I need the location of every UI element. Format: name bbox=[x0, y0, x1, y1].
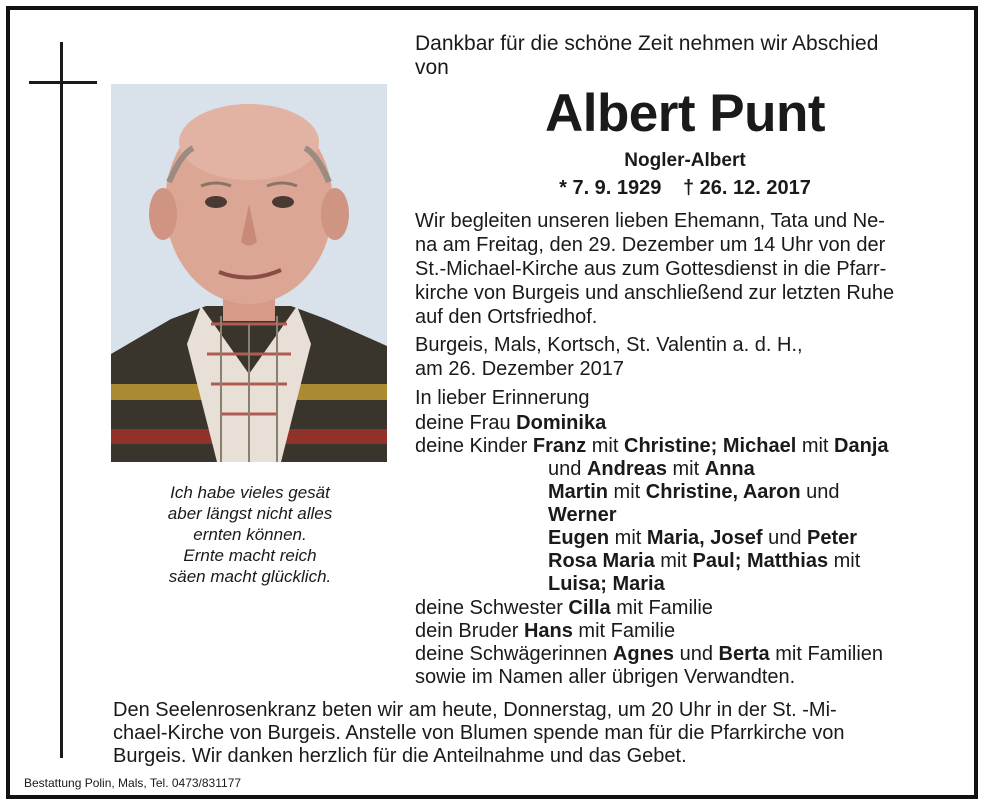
mourner-name: Andreas bbox=[586, 458, 667, 480]
mourner-name: Berta bbox=[718, 643, 770, 665]
mourner-text: mit bbox=[796, 435, 835, 457]
mourner-line bbox=[415, 643, 883, 666]
mourner-line bbox=[548, 481, 840, 504]
mourner-line bbox=[415, 666, 795, 689]
rosary-text-line: Den Seelenrosenkranz beten wir am heute, Donnerstag, um 20 Uhr in der St. -Mi- bbox=[113, 699, 837, 721]
mourner-line bbox=[415, 597, 713, 620]
rosary-text-line: chael-Kirche von Burgeis. Anstelle von Blumen spende man für die Pfarrkirche von bbox=[113, 722, 845, 744]
mourner-name: Paul; Matthias bbox=[692, 550, 829, 572]
mourner-name: Christine, Aaron bbox=[645, 481, 801, 503]
rosary-text-line: Burgeis. Wir danken herzlich für die Anteilnahme und das Gebet. bbox=[113, 745, 687, 767]
mourner-line bbox=[415, 620, 675, 643]
cross-symbol bbox=[60, 42, 63, 758]
mourner-name: Danja bbox=[834, 435, 889, 457]
mourner-line bbox=[548, 573, 665, 596]
mourner-name: Martin bbox=[548, 481, 608, 503]
mourner-name: Werner bbox=[548, 504, 617, 526]
deceased-name: Albert Punt bbox=[544, 84, 826, 143]
intro-line: Dankbar für die schöne Zeit nehmen wir Abschied bbox=[415, 32, 879, 55]
intro-line: von bbox=[415, 56, 449, 79]
life-dates bbox=[400, 176, 970, 200]
mourner-text: und bbox=[548, 458, 587, 480]
quote-line: säen macht glücklich. bbox=[168, 567, 332, 586]
mourner-text: mit bbox=[654, 550, 693, 572]
quote-line: ernten können. bbox=[193, 525, 307, 544]
funeral-text-line: auf den Ortsfriedhof. bbox=[415, 306, 598, 328]
quote-line: Ernte macht reich bbox=[183, 546, 317, 565]
mourner-text: mit bbox=[608, 481, 646, 503]
in-memory-heading: In lieber Erinnerung bbox=[415, 387, 590, 409]
nickname: Nogler-Albert bbox=[624, 150, 746, 171]
mourner-name: Maria, Josef bbox=[646, 527, 763, 549]
mourner-text: mit bbox=[609, 527, 647, 549]
mourner-text: dein Bruder bbox=[415, 620, 524, 642]
cross-bar bbox=[29, 81, 97, 84]
quote-line: aber längst nicht alles bbox=[167, 504, 333, 523]
mourner-name: Christine; Michael bbox=[624, 435, 797, 457]
mourner-text: deine Schwägerinnen bbox=[415, 643, 613, 665]
mourner-line bbox=[548, 550, 860, 573]
mourner-name: Eugen bbox=[548, 527, 610, 549]
funeral-text-line: kirche von Burgeis und anschließend zur letzten Ruhe bbox=[415, 282, 895, 304]
mourner-line bbox=[415, 435, 889, 458]
quote-line: Ich habe vieles gesät bbox=[170, 483, 330, 502]
mourner-text: mit Familien bbox=[769, 643, 884, 665]
mourner-text: deine Schwester bbox=[415, 597, 569, 619]
mourner-name: Peter bbox=[807, 527, 858, 549]
mourner-name: Anna bbox=[704, 458, 755, 480]
funeral-text-line: na am Freitag, den 29. Dezember um 14 Uhr von der bbox=[415, 234, 886, 256]
mourner-name: Rosa Maria bbox=[548, 550, 655, 572]
mourner-name: Agnes bbox=[612, 643, 675, 665]
mourner-name: Cilla bbox=[568, 597, 611, 619]
portrait-photo bbox=[111, 84, 387, 462]
mourner-text: mit bbox=[586, 435, 624, 457]
mourner-line bbox=[548, 458, 755, 481]
mourner-name: Hans bbox=[523, 620, 573, 642]
death-date: † 26. 12. 2017 bbox=[682, 177, 811, 199]
mourner-name: Luisa; Maria bbox=[548, 573, 665, 595]
funeral-home-footer: Bestattung Polin, Mals, Tel. 0473/831177 bbox=[24, 776, 242, 790]
mourner-name: Dominika bbox=[516, 412, 607, 434]
mourner-line bbox=[548, 504, 617, 527]
mourner-line bbox=[415, 412, 606, 435]
mourner-text: deine Frau bbox=[415, 412, 517, 434]
funeral-text-line: Wir begleiten unseren lieben Ehemann, Tata und Ne- bbox=[415, 210, 885, 232]
mourner-text: mit Familie bbox=[572, 620, 676, 642]
mourner-text: mit bbox=[828, 550, 861, 572]
mourner-text: und bbox=[674, 643, 719, 665]
mourner-text: mit Familie bbox=[610, 597, 713, 619]
mourner-name: Franz bbox=[532, 435, 587, 457]
funeral-text-line: St.-Michael-Kirche aus zum Gottesdienst in die Pfarr- bbox=[415, 258, 887, 280]
memorial-quote bbox=[130, 482, 370, 587]
mourner-text: deine Kinder bbox=[415, 435, 533, 457]
place-date-line: Burgeis, Mals, Kortsch, St. Valentin a. d. H., bbox=[415, 334, 803, 356]
birth-date: * 7. 9. 1929 bbox=[559, 177, 662, 199]
mourner-text: und bbox=[762, 527, 807, 549]
mourner-text: sowie im Namen aller übrigen Verwandten. bbox=[415, 666, 796, 688]
mourner-text: mit bbox=[666, 458, 705, 480]
place-date-line: am 26. Dezember 2017 bbox=[415, 358, 625, 380]
mourner-text: und bbox=[800, 481, 840, 503]
mourner-line bbox=[548, 527, 857, 550]
